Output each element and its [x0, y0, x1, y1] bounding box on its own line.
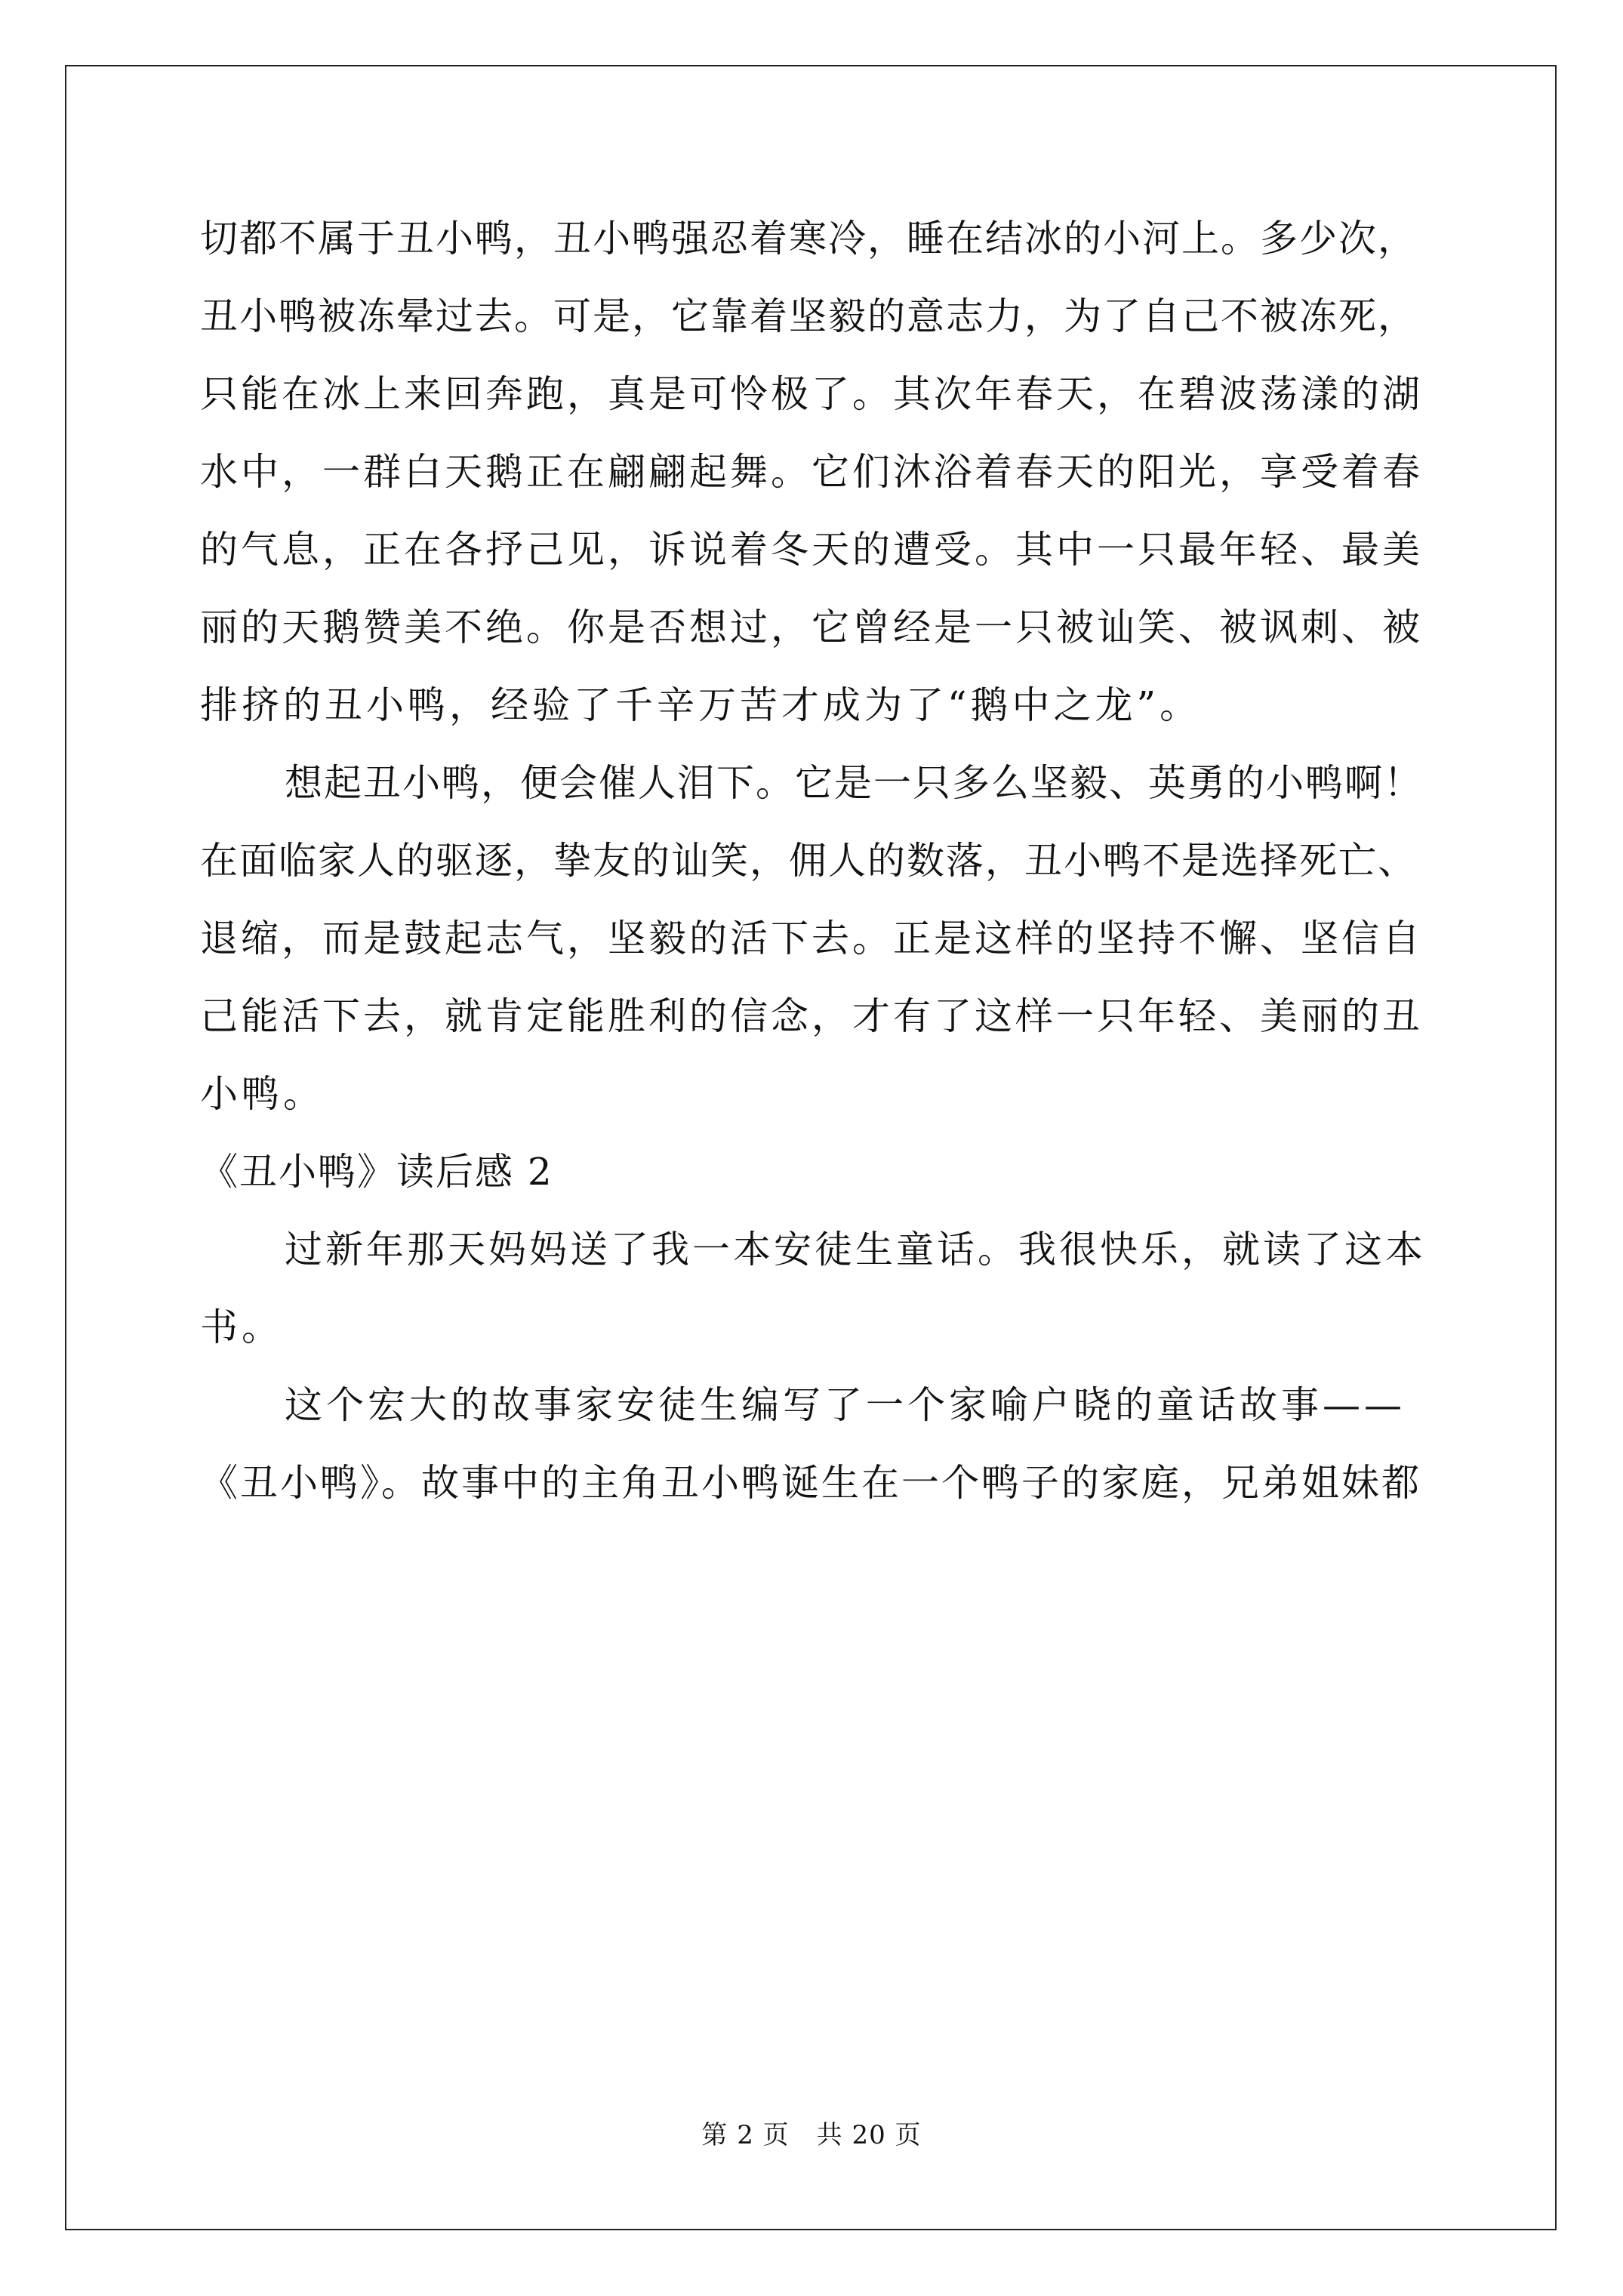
text-line: 的气息，正在各抒己见，诉说着冬天的遭受。其中一只最年轻、最美: [200, 528, 1423, 572]
text-line: 切都不属于丑小鸭，丑小鸭强忍着寒冷，睡在结冰的小河上。多少次，: [200, 217, 1417, 260]
text-line: 在面临家人的驱逐，挚友的讪笑，佣人的数落，丑小鸭不是选择死亡、: [200, 839, 1417, 883]
page-total: 共 20 页: [816, 2120, 922, 2150]
text-line: 只能在冰上来回奔跑，真是可怜极了。其次年春天，在碧波荡漾的湖: [200, 372, 1423, 416]
text-line: 丽的天鹅赞美不绝。你是否想过，它曾经是一只被讪笑、被讽刺、被: [200, 606, 1423, 649]
text-line: 丑小鸭被冻晕过去。可是，它靠着坚毅的意志力，为了自己不被冻死，: [200, 294, 1417, 338]
text-line: 这个宏大的故事家安徒生编写了一个家喻户晓的童话故事——: [285, 1383, 1406, 1427]
document-body: [200, 200, 1438, 1522]
text-line: 书。: [200, 1305, 283, 1349]
page-footer: [0, 2114, 1623, 2151]
text-line: 过新年那天妈妈送了我一本安徒生童话。我很快乐，就读了这本: [285, 1228, 1426, 1271]
text-line: 《丑小鸭》。故事中的主角丑小鸭诞生在一个鸭子的家庭，兄弟姐妹都: [200, 1461, 1421, 1505]
text-line: 排挤的丑小鸭，经验了千辛万苦才成为了“鹅中之龙”。: [200, 683, 1202, 727]
text-line: 水中，一群白天鹅正在翩翩起舞。它们沐浴着春天的阳光，享受着春: [200, 450, 1423, 494]
page-number: 第 2 页: [701, 2120, 790, 2150]
text-line: 退缩，而是鼓起志气，坚毅的活下去。正是这样的坚持不懈、坚信自: [200, 917, 1423, 960]
text-line: 己能活下去，就肯定能胜利的信念，才有了这样一只年轻、美丽的丑: [200, 994, 1423, 1038]
text-line: 想起丑小鸭，便会催人泪下。它是一只多么坚毅、英勇的小鸭啊！: [285, 761, 1423, 805]
text-line: 小鸭。: [200, 1072, 325, 1116]
section-heading: 《丑小鸭》读后感 2: [200, 1150, 553, 1194]
